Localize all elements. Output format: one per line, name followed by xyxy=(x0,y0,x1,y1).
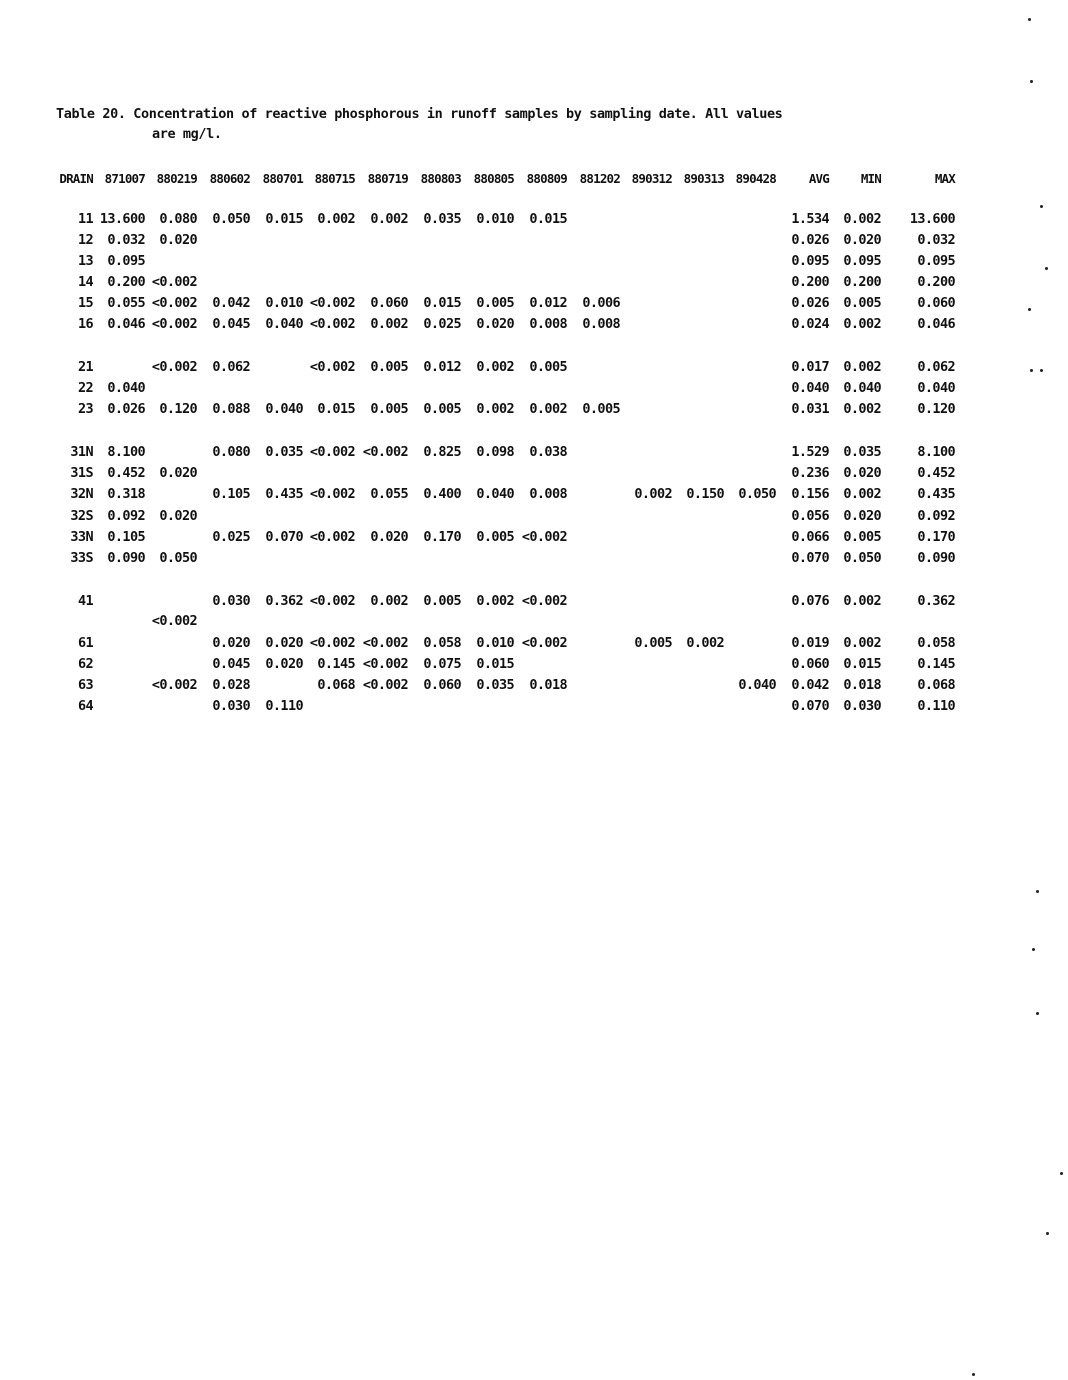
value-cell: 0.002 xyxy=(843,359,881,375)
value-cell: 0.038 xyxy=(529,444,567,460)
value-cell: <0.002 xyxy=(309,593,355,609)
value-cell: 0.026 xyxy=(791,232,829,248)
value-cell: 0.025 xyxy=(423,316,461,332)
value-cell: 0.040 xyxy=(843,380,881,396)
value-cell: 13.600 xyxy=(99,211,145,227)
value-cell: 0.070 xyxy=(265,529,303,545)
column-header-880715: 880715 xyxy=(314,171,355,186)
value-cell: <0.002 xyxy=(521,635,567,651)
value-cell: <0.002 xyxy=(309,529,355,545)
value-cell: 0.026 xyxy=(107,401,145,417)
drain-cell: 12 xyxy=(77,232,93,248)
table-row xyxy=(0,549,1068,567)
value-cell: 0.010 xyxy=(476,635,514,651)
column-header-880809: 880809 xyxy=(526,171,567,186)
value-cell: 0.145 xyxy=(917,656,955,672)
value-cell: 0.032 xyxy=(917,232,955,248)
table-row xyxy=(0,231,1068,249)
table-row xyxy=(0,210,1068,228)
value-cell: 0.008 xyxy=(529,486,567,502)
value-cell: 0.005 xyxy=(476,529,514,545)
value-cell: <0.002 xyxy=(362,635,408,651)
value-cell: 0.120 xyxy=(917,401,955,417)
value-cell: 0.098 xyxy=(476,444,514,460)
value-cell: 0.002 xyxy=(843,211,881,227)
value-cell: 0.050 xyxy=(738,486,776,502)
table-row xyxy=(0,315,1068,333)
caption-line-2: are mg/l. xyxy=(152,126,222,142)
value-cell: 0.236 xyxy=(791,465,829,481)
column-header-min: MIN xyxy=(860,171,881,186)
value-cell: 0.092 xyxy=(917,508,955,524)
value-cell: 0.055 xyxy=(370,486,408,502)
caption-line-1: Table 20. Concentration of reactive phosphorous in runoff samples by sampling date. All values xyxy=(56,106,783,122)
value-cell: 0.012 xyxy=(423,359,461,375)
drain-cell: 22 xyxy=(77,380,93,396)
value-cell: <0.002 xyxy=(309,486,355,502)
value-cell: 0.035 xyxy=(476,677,514,693)
value-cell: 0.070 xyxy=(791,698,829,714)
value-cell: 0.088 xyxy=(212,401,250,417)
value-cell: 0.060 xyxy=(791,656,829,672)
drain-cell: 32N xyxy=(70,486,93,502)
table-row xyxy=(0,612,1068,630)
table-header xyxy=(0,170,1068,188)
value-cell: 0.015 xyxy=(423,295,461,311)
value-cell: 0.040 xyxy=(738,677,776,693)
table-row xyxy=(0,634,1068,652)
column-header-avg: AVG xyxy=(808,171,829,186)
value-cell: 0.005 xyxy=(634,635,672,651)
value-cell: 0.024 xyxy=(791,316,829,332)
value-cell: 0.008 xyxy=(582,316,620,332)
value-cell: 0.002 xyxy=(686,635,724,651)
value-cell: 0.005 xyxy=(582,401,620,417)
value-cell: 0.015 xyxy=(529,211,567,227)
table-row xyxy=(0,592,1068,610)
value-cell: 0.200 xyxy=(107,274,145,290)
value-cell: 0.020 xyxy=(476,316,514,332)
table-row xyxy=(0,528,1068,546)
value-cell: 0.060 xyxy=(917,295,955,311)
value-cell: 0.046 xyxy=(917,316,955,332)
value-cell: 0.026 xyxy=(791,295,829,311)
value-cell: 0.058 xyxy=(917,635,955,651)
drain-cell: 14 xyxy=(77,274,93,290)
value-cell: 0.015 xyxy=(843,656,881,672)
value-cell: 0.120 xyxy=(159,401,197,417)
value-cell: 0.095 xyxy=(917,253,955,269)
value-cell: 0.092 xyxy=(107,508,145,524)
value-cell: 0.435 xyxy=(265,486,303,502)
value-cell: 0.031 xyxy=(791,401,829,417)
value-cell: 0.046 xyxy=(107,316,145,332)
value-cell: 8.100 xyxy=(107,444,145,460)
value-cell: 0.025 xyxy=(212,529,250,545)
table-row xyxy=(0,697,1068,715)
value-cell: 0.002 xyxy=(370,316,408,332)
value-cell: 0.060 xyxy=(423,677,461,693)
value-cell: <0.002 xyxy=(362,444,408,460)
value-cell: 0.002 xyxy=(843,486,881,502)
table-row xyxy=(0,507,1068,525)
value-cell: 0.200 xyxy=(791,274,829,290)
value-cell: 0.005 xyxy=(423,593,461,609)
value-cell: 0.042 xyxy=(791,677,829,693)
value-cell: 0.452 xyxy=(917,465,955,481)
drain-cell: 64 xyxy=(77,698,93,714)
value-cell: 0.020 xyxy=(265,656,303,672)
value-cell: 0.002 xyxy=(476,593,514,609)
table-row xyxy=(0,273,1068,291)
column-header-max: MAX xyxy=(934,171,955,186)
value-cell: 0.050 xyxy=(212,211,250,227)
value-cell: 0.435 xyxy=(917,486,955,502)
value-cell: 0.002 xyxy=(843,401,881,417)
value-cell: 0.068 xyxy=(317,677,355,693)
table-row xyxy=(0,485,1068,503)
value-cell: 0.035 xyxy=(423,211,461,227)
value-cell: <0.002 xyxy=(151,295,197,311)
drain-cell: 32S xyxy=(70,508,93,524)
value-cell: <0.002 xyxy=(521,529,567,545)
value-cell: 0.002 xyxy=(529,401,567,417)
value-cell: 0.058 xyxy=(423,635,461,651)
value-cell: 0.110 xyxy=(265,698,303,714)
value-cell: <0.002 xyxy=(521,593,567,609)
value-cell: 0.008 xyxy=(529,316,567,332)
drain-cell: 63 xyxy=(77,677,93,693)
value-cell: 0.002 xyxy=(843,593,881,609)
value-cell: <0.002 xyxy=(151,274,197,290)
value-cell: 0.156 xyxy=(791,486,829,502)
value-cell: 0.002 xyxy=(370,211,408,227)
table-row xyxy=(0,379,1068,397)
value-cell: 0.105 xyxy=(212,486,250,502)
table-row xyxy=(0,655,1068,673)
value-cell: 0.005 xyxy=(423,401,461,417)
table-row xyxy=(0,400,1068,418)
value-cell: 0.020 xyxy=(159,465,197,481)
value-cell: 0.200 xyxy=(843,274,881,290)
table-row xyxy=(0,294,1068,312)
value-cell: 0.035 xyxy=(265,444,303,460)
column-header-881202: 881202 xyxy=(579,171,620,186)
drain-cell: 61 xyxy=(77,635,93,651)
value-cell: 0.018 xyxy=(843,677,881,693)
value-cell: 0.145 xyxy=(317,656,355,672)
value-cell: 0.015 xyxy=(317,401,355,417)
value-cell: 0.045 xyxy=(212,316,250,332)
column-header-880602: 880602 xyxy=(209,171,250,186)
value-cell: 0.005 xyxy=(476,295,514,311)
drain-cell: 62 xyxy=(77,656,93,672)
value-cell: 0.005 xyxy=(370,359,408,375)
value-cell: 0.040 xyxy=(265,401,303,417)
value-cell: 0.028 xyxy=(212,677,250,693)
value-cell: 0.005 xyxy=(529,359,567,375)
drain-cell: 21 xyxy=(77,359,93,375)
column-header-880805: 880805 xyxy=(473,171,514,186)
value-cell: 0.032 xyxy=(107,232,145,248)
value-cell: 0.040 xyxy=(476,486,514,502)
value-cell: 0.006 xyxy=(582,295,620,311)
value-cell: 0.095 xyxy=(843,253,881,269)
value-cell: 0.318 xyxy=(107,486,145,502)
table-row xyxy=(0,358,1068,376)
value-cell: 0.200 xyxy=(917,274,955,290)
value-cell: 0.080 xyxy=(159,211,197,227)
value-cell: 0.362 xyxy=(917,593,955,609)
value-cell: 0.400 xyxy=(423,486,461,502)
value-cell: 0.040 xyxy=(265,316,303,332)
drain-cell: 16 xyxy=(77,316,93,332)
table-row xyxy=(0,252,1068,270)
drain-cell: 11 xyxy=(77,211,93,227)
value-cell: 0.080 xyxy=(212,444,250,460)
value-cell: 0.062 xyxy=(212,359,250,375)
column-header-890313: 890313 xyxy=(683,171,724,186)
value-cell: 0.020 xyxy=(370,529,408,545)
value-cell: 0.002 xyxy=(634,486,672,502)
column-header-890428: 890428 xyxy=(735,171,776,186)
value-cell: <0.002 xyxy=(309,359,355,375)
value-cell: <0.002 xyxy=(309,635,355,651)
value-cell: <0.002 xyxy=(309,316,355,332)
value-cell: 0.170 xyxy=(423,529,461,545)
drain-cell: 23 xyxy=(77,401,93,417)
value-cell: <0.002 xyxy=(362,656,408,672)
value-cell: 0.105 xyxy=(107,529,145,545)
value-cell: 0.002 xyxy=(843,316,881,332)
value-cell: 0.045 xyxy=(212,656,250,672)
value-cell: <0.002 xyxy=(151,359,197,375)
table-row xyxy=(0,464,1068,482)
value-cell: 0.020 xyxy=(265,635,303,651)
column-header-880701: 880701 xyxy=(262,171,303,186)
value-cell: 0.076 xyxy=(791,593,829,609)
value-cell: 0.095 xyxy=(791,253,829,269)
value-cell: 0.050 xyxy=(843,550,881,566)
value-cell: 0.020 xyxy=(159,232,197,248)
value-cell: 0.042 xyxy=(212,295,250,311)
value-cell: 0.035 xyxy=(843,444,881,460)
value-cell: 0.005 xyxy=(843,295,881,311)
value-cell: 0.020 xyxy=(212,635,250,651)
value-cell: 0.020 xyxy=(159,508,197,524)
value-cell: 0.150 xyxy=(686,486,724,502)
value-cell: 0.012 xyxy=(529,295,567,311)
column-header-drain: DRAIN xyxy=(59,171,93,186)
value-cell: <0.002 xyxy=(151,613,197,629)
value-cell: 0.030 xyxy=(212,593,250,609)
value-cell: 0.095 xyxy=(107,253,145,269)
drain-cell: 33S xyxy=(70,550,93,566)
value-cell: 0.055 xyxy=(107,295,145,311)
value-cell: 0.015 xyxy=(265,211,303,227)
value-cell: 0.020 xyxy=(843,508,881,524)
value-cell: 0.030 xyxy=(212,698,250,714)
value-cell: 0.020 xyxy=(843,232,881,248)
value-cell: 0.040 xyxy=(791,380,829,396)
value-cell: 0.019 xyxy=(791,635,829,651)
value-cell: 0.015 xyxy=(476,656,514,672)
value-cell: 0.020 xyxy=(843,465,881,481)
value-cell: 0.170 xyxy=(917,529,955,545)
table-caption xyxy=(56,104,782,144)
column-header-890312: 890312 xyxy=(631,171,672,186)
value-cell: 0.362 xyxy=(265,593,303,609)
value-cell: 0.825 xyxy=(423,444,461,460)
value-cell: 1.534 xyxy=(791,211,829,227)
value-cell: 0.090 xyxy=(107,550,145,566)
table-row xyxy=(0,443,1068,461)
value-cell: 0.056 xyxy=(791,508,829,524)
value-cell: 0.452 xyxy=(107,465,145,481)
value-cell: 0.110 xyxy=(917,698,955,714)
drain-cell: 15 xyxy=(77,295,93,311)
value-cell: <0.002 xyxy=(309,295,355,311)
value-cell: 0.062 xyxy=(917,359,955,375)
value-cell: 0.060 xyxy=(370,295,408,311)
value-cell: 8.100 xyxy=(917,444,955,460)
value-cell: 0.017 xyxy=(791,359,829,375)
column-header-880719: 880719 xyxy=(367,171,408,186)
value-cell: <0.002 xyxy=(309,444,355,460)
value-cell: 0.090 xyxy=(917,550,955,566)
value-cell: 0.002 xyxy=(843,635,881,651)
value-cell: 0.030 xyxy=(843,698,881,714)
value-cell: 0.002 xyxy=(476,401,514,417)
value-cell: 0.066 xyxy=(791,529,829,545)
value-cell: 0.002 xyxy=(370,593,408,609)
value-cell: <0.002 xyxy=(151,677,197,693)
column-header-880803: 880803 xyxy=(420,171,461,186)
table-row xyxy=(0,676,1068,694)
value-cell: <0.002 xyxy=(362,677,408,693)
drain-cell: 31N xyxy=(70,444,93,460)
value-cell: 0.005 xyxy=(370,401,408,417)
value-cell: 0.018 xyxy=(529,677,567,693)
drain-cell: 41 xyxy=(77,593,93,609)
value-cell: 0.002 xyxy=(476,359,514,375)
drain-cell: 31S xyxy=(70,465,93,481)
value-cell: 0.010 xyxy=(265,295,303,311)
column-header-880219: 880219 xyxy=(156,171,197,186)
drain-cell: 13 xyxy=(77,253,93,269)
value-cell: 0.040 xyxy=(917,380,955,396)
value-cell: 0.070 xyxy=(791,550,829,566)
value-cell: 0.050 xyxy=(159,550,197,566)
value-cell: 0.040 xyxy=(107,380,145,396)
value-cell: 1.529 xyxy=(791,444,829,460)
value-cell: 0.075 xyxy=(423,656,461,672)
drain-cell: 33N xyxy=(70,529,93,545)
value-cell: 0.002 xyxy=(317,211,355,227)
column-header-871007: 871007 xyxy=(104,171,145,186)
value-cell: 0.005 xyxy=(843,529,881,545)
value-cell: <0.002 xyxy=(151,316,197,332)
value-cell: 0.010 xyxy=(476,211,514,227)
value-cell: 0.068 xyxy=(917,677,955,693)
value-cell: 13.600 xyxy=(909,211,955,227)
